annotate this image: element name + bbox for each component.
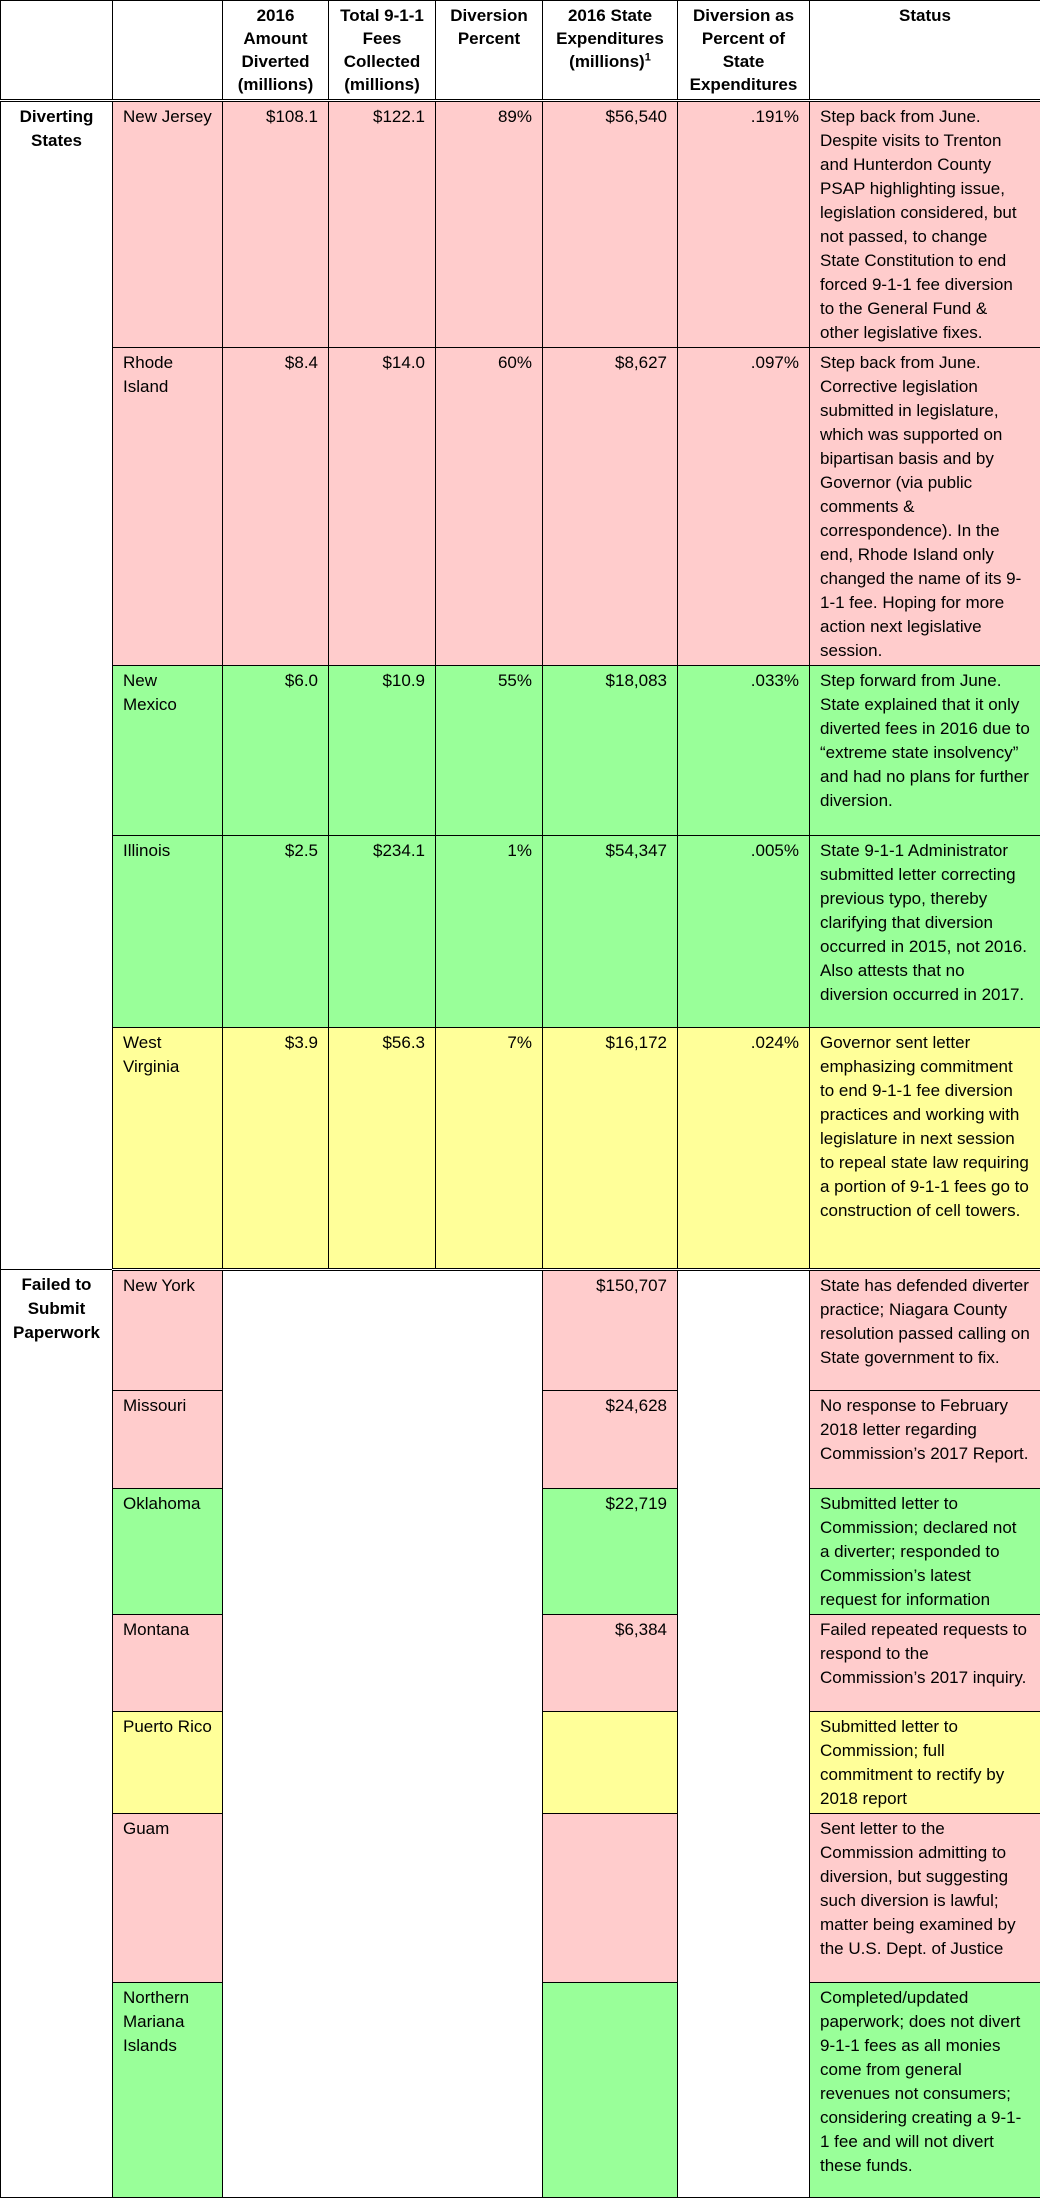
table-row [1,1270,1040,1391]
diversion-pct-expenditures: .191% [678,101,810,348]
state-expenditures: $150,707 [543,1270,678,1391]
amount-diverted: $6.0 [223,666,329,836]
header-row [1,1,1040,101]
group-diverting-states [1,101,113,1270]
status-text: Completed/updated paperwork; does not divert 9-1-1 fees as all monies come from general revenues not consumers; considering creating a 9-1-1 fee and will not divert these funds. [810,1983,1040,2198]
header-amount-diverted: 2016 Amount Diverted (millions) [223,1,329,101]
header-state-expenditures-text: 2016 State Expenditures (millions) [556,6,664,71]
state-name: Northern Mariana Islands [113,1983,223,2198]
amount-diverted: $3.9 [223,1028,329,1270]
status-text: State has defended diverter practice; Niagara County resolution passed calling on State government to fix. [810,1270,1040,1391]
state-name: Rhode Island [113,348,223,666]
header-total-fees: Total 9-1-1 Fees Collected (millions) [329,1,436,101]
table-row [1,101,1040,348]
diversion-percent: 1% [436,836,543,1028]
diversion-pct-expenditures: .033% [678,666,810,836]
state-expenditures [543,1814,678,1983]
state-expenditures: $8,627 [543,348,678,666]
state-name: New Mexico [113,666,223,836]
diversion-percent: 89% [436,101,543,348]
status-text: Submitted letter to Commission; full commitment to rectify by 2018 report [810,1712,1040,1814]
header-blank-state [113,1,223,101]
state-expenditures: $6,384 [543,1615,678,1712]
state-expenditures: $22,719 [543,1489,678,1615]
state-name: Puerto Rico [113,1712,223,1814]
state-expenditures [543,1983,678,2198]
state-name: Missouri [113,1391,223,1489]
state-name: New York [113,1270,223,1391]
total-fees: $10.9 [329,666,436,836]
state-expenditures: $54,347 [543,836,678,1028]
amount-diverted: $2.5 [223,836,329,1028]
status-text: Step back from June. Corrective legislation submitted in legislature, which was supported on bipartisan basis and by Governor (via public comments & correspondence). In the end, Rhode Island only changed the name of its 9-1-1 fee. Hoping for more action next legislative session. [810,348,1040,666]
diversion-pct-expenditures: .097% [678,348,810,666]
state-expenditures [543,1712,678,1814]
state-name: New Jersey [113,101,223,348]
amount-diverted: $108.1 [223,101,329,348]
state-expenditures: $56,540 [543,101,678,348]
status-text: Step forward from June. State explained that it only diverted fees in 2016 due to “extreme state insolvency” and had no plans for further diversion. [810,666,1040,836]
status-text: Failed repeated requests to respond to the Commission’s 2017 inquiry. [810,1615,1040,1712]
state-expenditures: $18,083 [543,666,678,836]
status-text: No response to February 2018 letter regarding Commission’s 2017 Report. [810,1391,1040,1489]
state-name: Guam [113,1814,223,1983]
state-name: West Virginia [113,1028,223,1270]
empty-pct-block [678,1270,810,2198]
status-text: Submitted letter to Commission; declared not a diverter; responded to Commission’s latest request for information [810,1489,1040,1615]
diversion-percent: 55% [436,666,543,836]
diversion-percent: 7% [436,1028,543,1270]
state-name: Illinois [113,836,223,1028]
diversion-percent: 60% [436,348,543,666]
total-fees: $234.1 [329,836,436,1028]
state-expenditures: $16,172 [543,1028,678,1270]
total-fees: $122.1 [329,101,436,348]
table-row [1,348,1040,666]
table-row [1,1028,1040,1270]
footnote-marker: 1 [645,51,651,63]
empty-data-block [223,1270,543,2198]
header-state-expenditures [543,1,678,101]
header-diversion-percent: Diversion Percent [436,1,543,101]
state-name: Oklahoma [113,1489,223,1615]
status-text: Sent letter to the Commission admitting to diversion, but suggesting such diversion is lawful; matter being examined by the U.S. Dept. of Justice [810,1814,1040,1983]
status-text: State 9-1-1 Administrator submitted letter correcting previous typo, thereby clarifying that diversion occurred in 2015, not 2016. Also attests that no diversion occurred in 2017. [810,836,1040,1028]
total-fees: $14.0 [329,348,436,666]
status-text: Governor sent letter emphasizing commitment to end 9-1-1 fee diversion practices and working with legislature in next session to repeal state law requiring a portion of 9-1-1 fees go to construction of cell towers. [810,1028,1040,1270]
amount-diverted: $8.4 [223,348,329,666]
state-expenditures: $24,628 [543,1391,678,1489]
diversion-pct-expenditures: .005% [678,836,810,1028]
header-status: Status [810,1,1040,101]
group-failed-paperwork [1,1270,113,2198]
table-row [1,666,1040,836]
state-name: Montana [113,1615,223,1712]
header-blank-group [1,1,113,101]
group-diverting-states-label: Diverting States [11,105,102,153]
total-fees: $56.3 [329,1028,436,1270]
table-row [1,836,1040,1028]
status-text: Step back from June. Despite visits to Trenton and Hunterdon County PSAP highlighting issue, legislation considered, but not passed, to change State Constitution to end forced 9-1-1 fee diversion to the General Fund & other legislative fixes. [810,101,1040,348]
table-body [1,101,1040,2198]
group-failed-paperwork-label: Failed to Submit Paperwork [11,1273,102,1345]
header-diversion-pct-expenditures: Diversion as Percent of State Expenditures [678,1,810,101]
diversion-pct-expenditures: .024% [678,1028,810,1270]
